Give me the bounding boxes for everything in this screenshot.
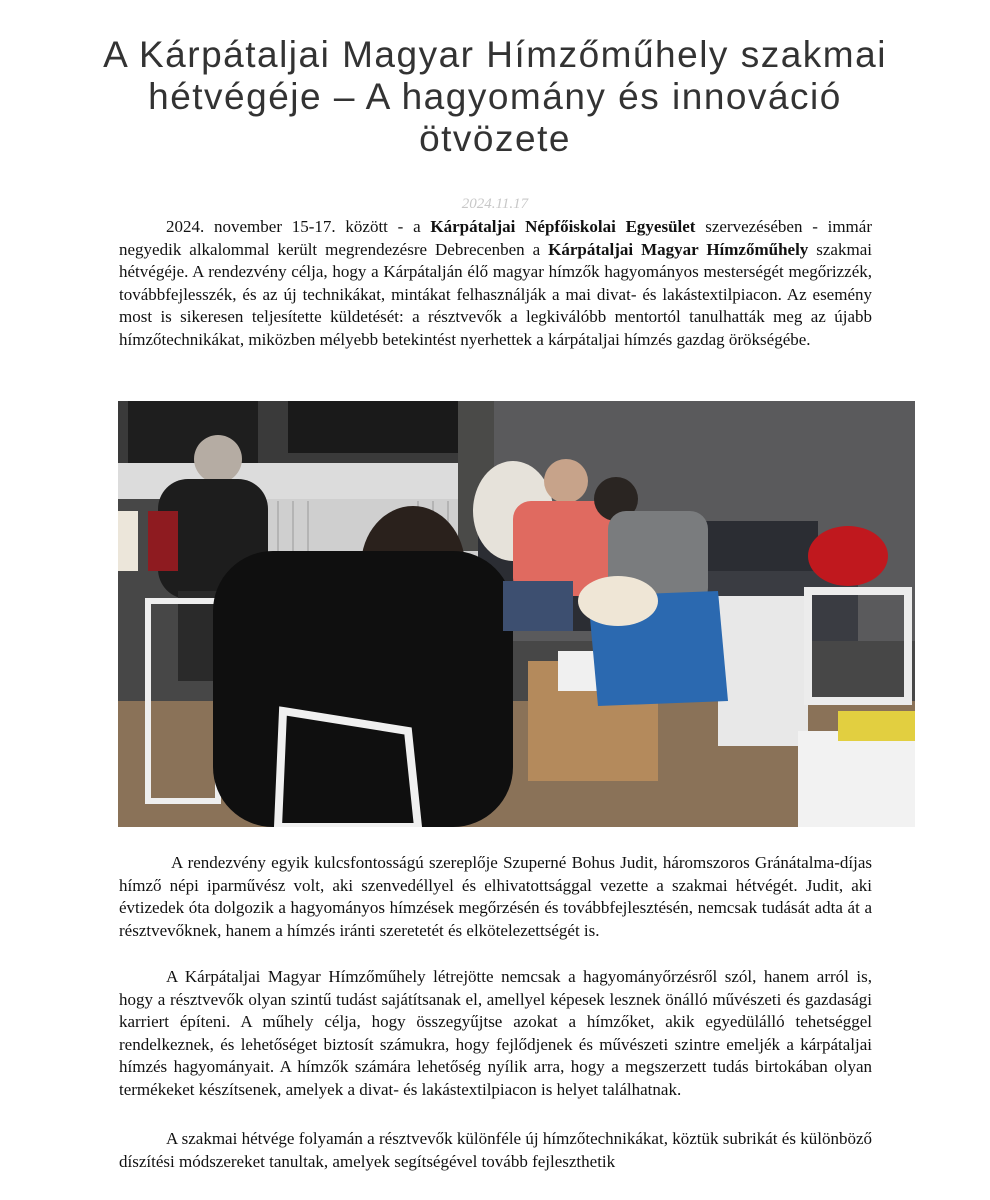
paragraph-intro <box>119 216 872 351</box>
paragraph-techniques: A szakmai hétvége folyamán a résztvevők különféle új hímzőtechnikákat, köztük subrikát és különböző díszítési módszereket tanultak, amelyek segítségével tovább fejleszthetik <box>119 1129 872 1171</box>
article-title: A Kárpátaljai Magyar Hímzőműhely szakmai hétvégéje – A hagyomány és innováció ötvözete <box>103 34 887 159</box>
event-photo <box>118 401 915 827</box>
paragraph-workshop-goal: A Kárpátaljai Magyar Hímzőműhely létrejötte nemcsak a hagyományőrzésről szól, hanem arról is, hogy a résztvevők olyan szintű tudást sajátítsanak el, amellyel képesek lesznek önálló művészeti és gazdasági karriert építeni. A műhely célja, hogy összegyűjtse azokat a hímzőket, akik egyedülálló tehetséggel rendelkeznek, és lehetőséget biztosít számukra, hogy fejlődjenek és művészeti szintre emeljék a kárpátaljai hímzés hagyományait. A hímzők számára lehetőség nyílik arra, hogy a megszerzett tudás birtokában olyan termékeket készítsenek, amelyek a divat- és lakástextilpiacon is helyet találhatnak. <box>119 967 872 1099</box>
intro-text-1: 2024. november 15-17. között - a <box>166 217 431 236</box>
workshop-name: Kárpátaljai Magyar Hímzőműhely <box>548 239 809 259</box>
paragraph-mentor: A rendezvény egyik kulcsfontosságú szereplője Szuperné Bohus Judit, háromszoros Gránátalma-díjas hímző népi iparművész volt, aki szenvedéllyel és elhivatottsággal vezette a szakmai hétvégét. Judit, aki évtizedek óta dolgozik a hagyományos hímzések megőrzésén és továbbfejlesztésén, nemcsak tudását adta át a résztvevőknek, hanem a hímzés iránti szeretetét és elkötelezettségét is. <box>119 853 872 940</box>
organizer-name: Kárpátaljai Népfőiskolai Egyesület <box>430 217 696 236</box>
intro-text-3: szakmai hétvégéje. A rendezvény célja, hogy a Kárpátalján élő magyar hímzők hagyományos mesterségét megőrizzék, továbbfejlesszék, és az új technikákat, mintákat felhasználják a mai divat- és lakástextilpiacon. Az esemény most is sikeresen teljesítette küldetését: a résztvevők a legkiválóbb mentortól tanulhatták meg az újabb hímzőtechnikákat, miközben mélyebb betekintést nyerhettek a kárpátaljai hímzés gazdag örökségébe. <box>119 239 872 349</box>
article-date: 2024.11.17 <box>461 196 529 212</box>
intro-text-2: szervezésében - immár negyedik alkalommal került megrendezésre Debrecenben a <box>119 217 872 259</box>
embroidery-workshop-photo <box>118 401 915 827</box>
